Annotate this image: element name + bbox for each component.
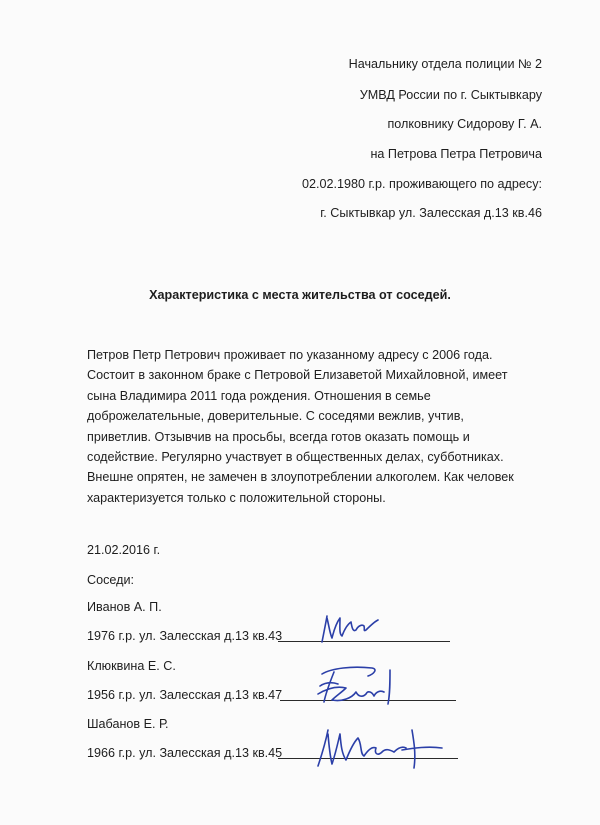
body-paragraph: Петров Петр Петрович проживает по указанному адресу с 2006 года. Состоит в законном браке с Петровой Елизаветой Михайловной, имеет сына Владимира 2011 года рождения. Отношения в семье доброжелательные, доверительные. С соседями вежлив, учтив, приветлив. Отзывчив на просьбы, всегда готов оказать помощь и содействие. Регулярно участвует в общественных делах, субботниках. Внешне опрятен, не замечен в злоупотреблении алкоголем. Как человек характеризуется только с положительной стороны. (87, 348, 514, 505)
applicant-address: г. Сыктывкар ул. Залесская д.13 кв.46 (320, 206, 542, 220)
neighbor-name: Клюквина Е. С. (87, 659, 176, 673)
neighbor-name: Шабанов Е. Р. (87, 717, 169, 731)
applicant-name: на Петрова Петра Петровича (370, 147, 542, 161)
document-date: 21.02.2016 г. (87, 543, 161, 557)
signature-shabanov (314, 724, 454, 770)
document-body (87, 345, 523, 508)
applicant-birth: 02.02.1980 г.р. проживающего по адресу: (301, 177, 542, 191)
signature-klyukvina (312, 660, 412, 708)
neighbor-details: 1966 г.р. ул. Залесская д.13 кв.45 (87, 746, 283, 760)
neighbor-details: 1956 г.р. ул. Залесская д.13 кв.47 (87, 688, 283, 702)
addressee-line-1: Начальнику отдела полиции № 2 (348, 57, 542, 71)
signature-ivanov (318, 612, 388, 644)
document-title: Характеристика с места жительства от соседей. (149, 288, 451, 302)
addressee-line-3: полковнику Сидорову Г. А. (387, 117, 542, 131)
neighbor-details: 1976 г.р. ул. Залесская д.13 кв.43 (87, 629, 283, 643)
addressee-line-2: УМВД России по г. Сыктывкару (359, 88, 542, 102)
neighbor-name: Иванов А. П. (87, 600, 162, 614)
neighbors-label: Соседи: (87, 573, 135, 587)
